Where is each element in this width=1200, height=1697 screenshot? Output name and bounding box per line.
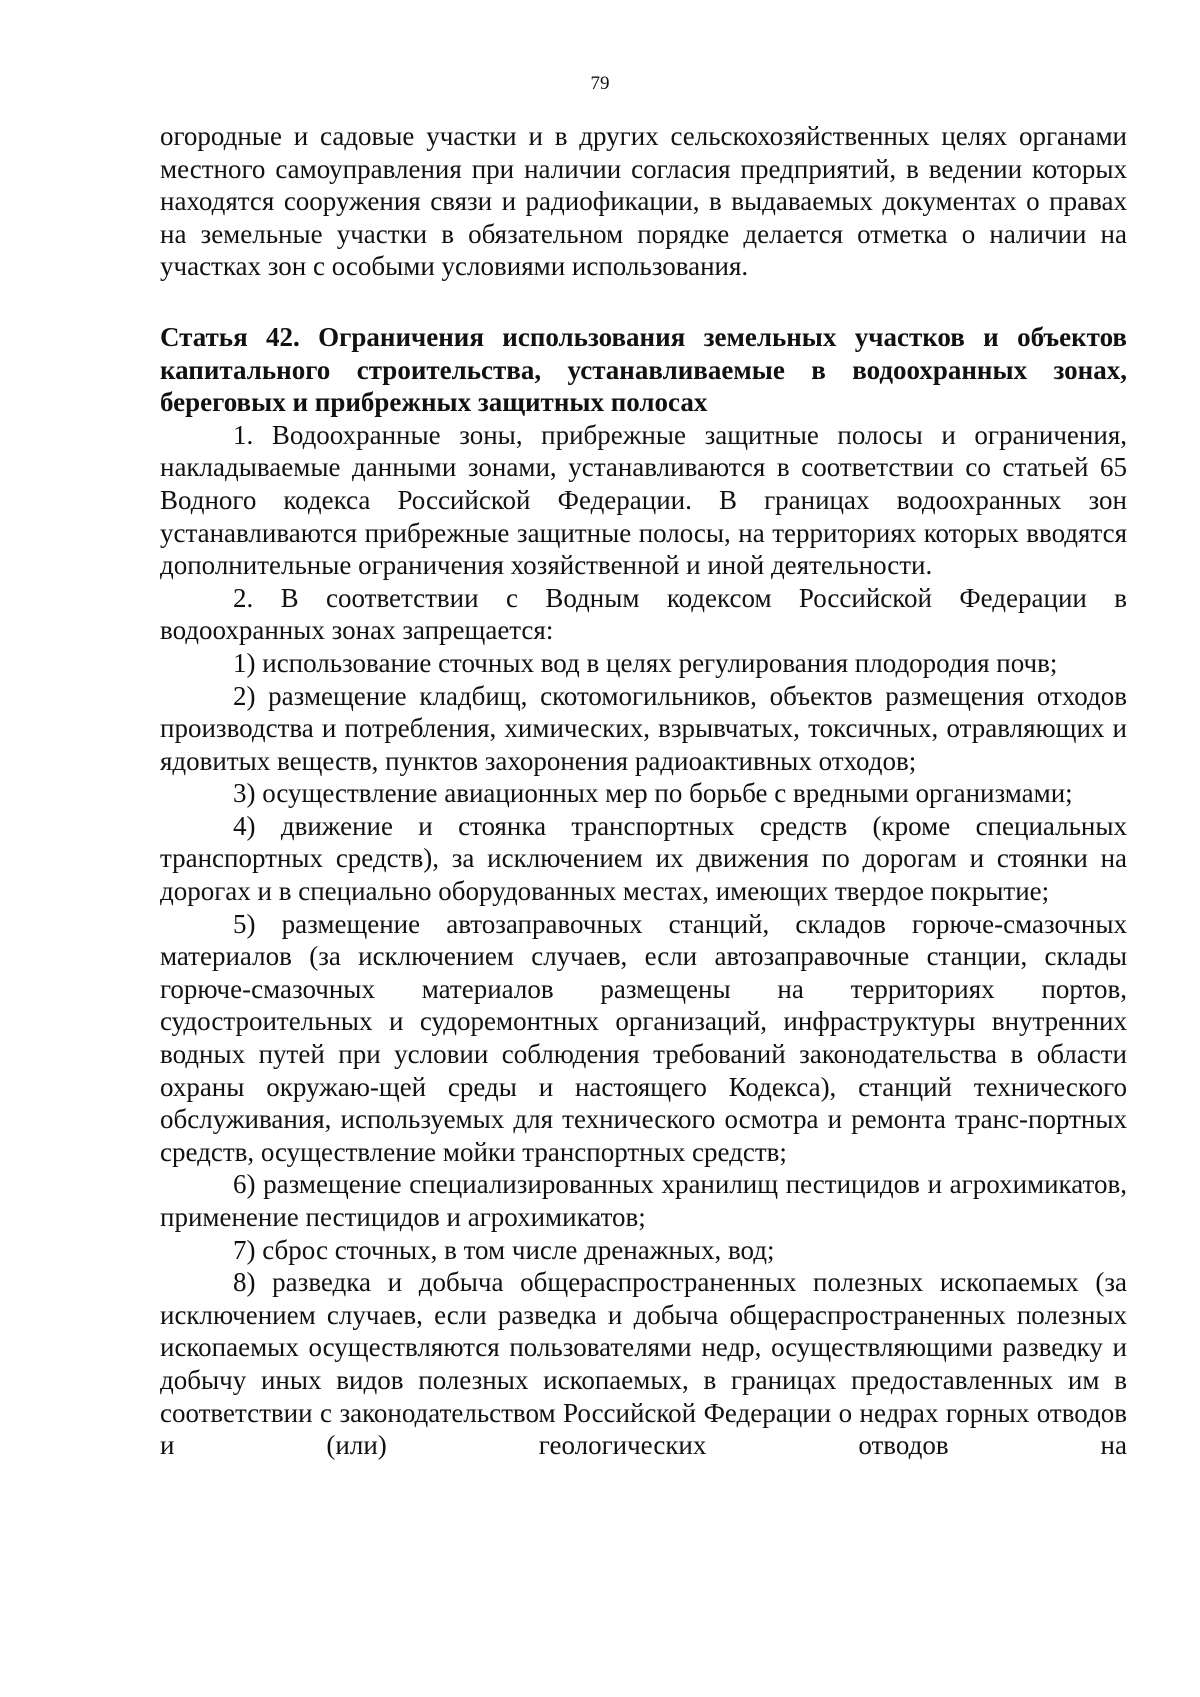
- list-item-4: 4) движение и стоянка транспортных средств (кроме специальных транспортных средств), за исключением их движения по дорогам и стоянки на дорогах и в специально оборудованных местах, имеющих твердое покрытие;: [160, 810, 1127, 907]
- list-item-8: 8) разведка и добыча общераспространенных полезных ископаемых (за исключением случаев, если разведка и добыча общераспространенных полезных ископаемых осуществляются пользователями недр, осуществляющими разведку и добычу иных видов полезных ископаемых, в границах предоставленных им в соответствии с законодательством Российской Федерации о недрах горных отводов и (или) геологических отводов на: [160, 1267, 1127, 1461]
- list-item-3: 3) осуществление авиационных мер по борьбе с вредными организмами;: [233, 778, 1073, 809]
- page-number: 79: [590, 73, 610, 94]
- document-body: [160, 120, 1127, 1462]
- paragraph-2: 2. В соответствии с Водным кодексом Российской Федерации в водоохранных зонах запрещается:: [160, 582, 1127, 646]
- list-item-5: 5) размещение автозаправочных станций, складов горюче-смазочных материалов (за исключением случаев, если автозаправочные станции, склады горюче-смазочных материалов размещены на территориях портов, судостроительных и судоремонтных организаций, инфраструктуры внутренних водных путей при условии соблюдения требований законодательства в области охраны окружаю-щей среды и настоящего Кодекса), станций технического обслуживания, используемых для технического осмотра и ремонта транс-портных средств, осуществление мойки транспортных средств;: [160, 908, 1127, 1167]
- list-item-6: 6) размещение специализированных хранилищ пестицидов и агрохимикатов, применение пестицидов и агрохимикатов;: [160, 1169, 1127, 1232]
- article-title: Статья 42. Ограничения использования земельных участков и объектов капитального строительства, устанавливаемые в водоохранных зонах, береговых и прибрежных защитных полосах: [160, 321, 1127, 418]
- list-item-1: 1) использование сточных вод в целях регулирования плодородия почв;: [233, 647, 1058, 678]
- paragraph-1: 1. Водоохранные зоны, прибрежные защитные полосы и ограничения, накладываемые данными зонами, устанавливаются в соответствии со статьей 65 Водного кодекса Российской Федерации. В границах водоохранных зон устанавливаются прибрежные защитные полосы, на территориях которых вводятся дополнительные ограничения хозяйственной и иной деятельности.: [160, 419, 1127, 581]
- intro-paragraph: огородные и садовые участки и в других сельскохозяйственных целях органами местного самоуправления при наличии согласия предприятий, в ведении которых находятся сооружения связи и радиофикации, в выдаваемых документах о правах на земельные участки в обязательном порядке делается отметка о наличии на участках зон с особыми условиями использования.: [160, 121, 1127, 282]
- list-item-7: 7) сброс сточных, в том числе дренажных, вод;: [233, 1234, 775, 1265]
- list-item-2: 2) размещение кладбищ, скотомогильников, объектов размещения отходов производства и потребления, химических, взрывчатых, токсичных, отравляющих и ядовитых веществ, пунктов захоронения радиоактивных отходов;: [160, 680, 1127, 776]
